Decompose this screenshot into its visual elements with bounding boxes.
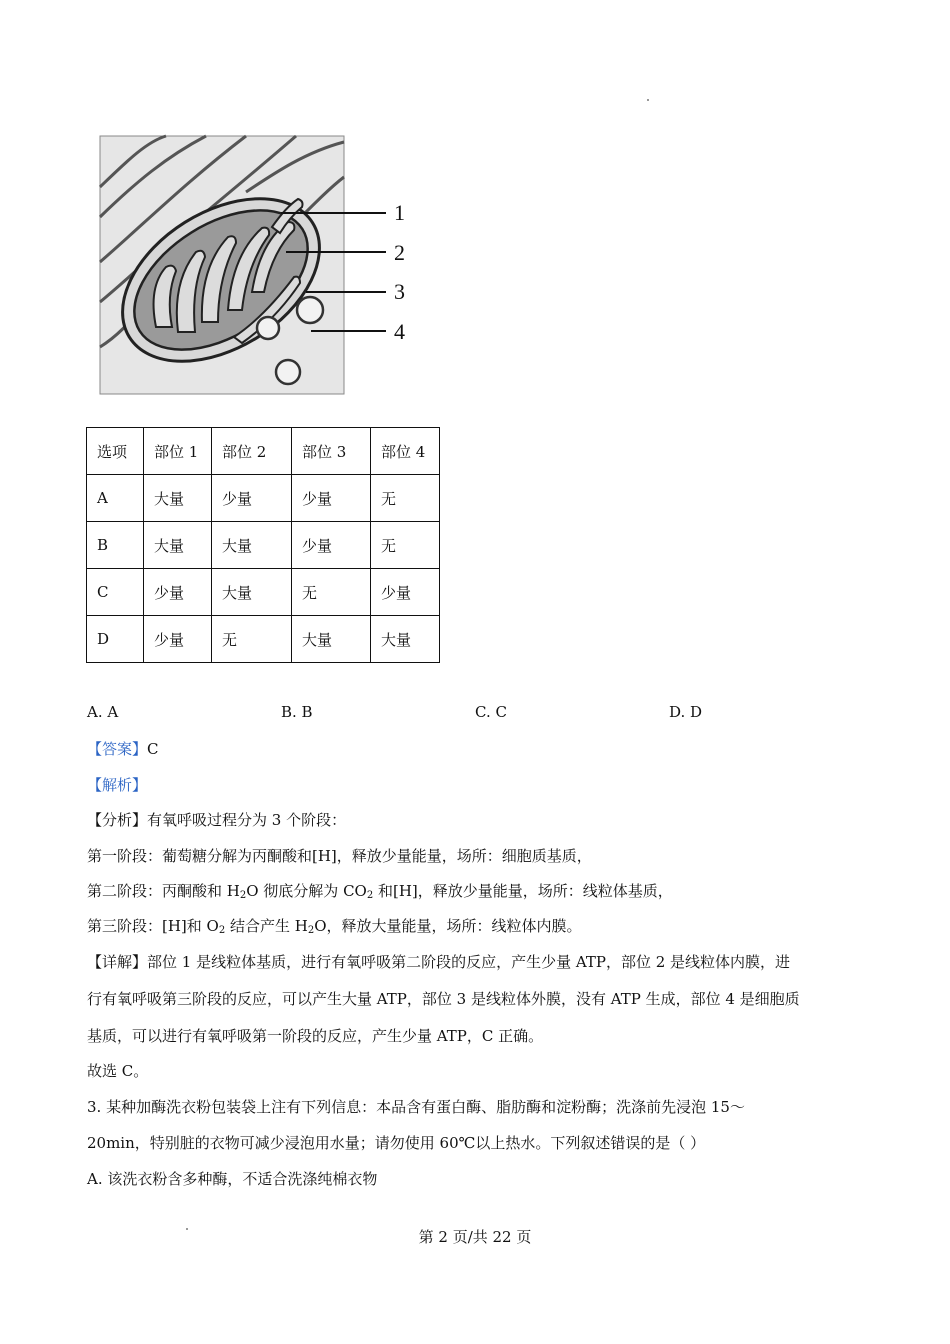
detail-text-1: 部位 1 是线粒体基质，进行有氧呼吸第二阶段的反应，产生少量 ATP，部位 2 是线粒体内膜，进 bbox=[147, 953, 791, 971]
table-header-row bbox=[87, 428, 440, 475]
figure-label-2: 2 bbox=[394, 240, 405, 265]
table-header-cell: 部位 1 bbox=[144, 428, 212, 475]
table-cell: 大量 bbox=[144, 475, 212, 522]
table-row bbox=[87, 475, 440, 522]
mitochondrion-figure bbox=[96, 132, 426, 400]
page-footer: 第 2 页/共 22 页 bbox=[418, 1228, 532, 1246]
question3-line-2: 20min，特别脏的衣物可减少浸泡用水量；请勿使用 60℃以上热水。下列叙述错误的是（ ） bbox=[87, 1134, 706, 1152]
table-cell: 无 bbox=[371, 522, 440, 569]
analysis-intro: 有氧呼吸过程分为 3 个阶段： bbox=[147, 811, 347, 829]
analysis-tag-inner: 【分析】 bbox=[87, 811, 148, 829]
stage2-text-b: O 彻底分解为 CO bbox=[246, 882, 367, 900]
stage2-line bbox=[87, 880, 673, 901]
table-row bbox=[87, 569, 440, 616]
choice-b: B. B bbox=[281, 703, 313, 721]
table-cell: C bbox=[87, 569, 144, 616]
table-cell: 少量 bbox=[371, 569, 440, 616]
figure-label-4: 4 bbox=[394, 319, 405, 344]
stage2-text-c: 和[H]，释放少量能量，场所：线粒体基质， bbox=[373, 882, 673, 900]
table-cell: 少量 bbox=[144, 569, 212, 616]
stage3-text-b: 结合产生 H bbox=[225, 917, 308, 935]
table-cell: 大量 bbox=[212, 569, 292, 616]
table-header-cell: 部位 4 bbox=[371, 428, 440, 475]
question3-line-1: 3. 某种加酶洗衣粉包装袋上注有下列信息：本品含有蛋白酶、脂肪酶和淀粉酶；洗涤前先浸泡 15～ bbox=[87, 1098, 745, 1116]
table-cell: 少量 bbox=[212, 475, 292, 522]
analysis-tag: 【解析】 bbox=[87, 776, 148, 794]
stage2-subscript-2: 2 bbox=[366, 890, 374, 901]
question3-option-a: A. 该洗衣粉含多种酶，不适合洗涤纯棉衣物 bbox=[87, 1170, 378, 1188]
table-header-cell: 选项 bbox=[87, 428, 144, 475]
table-row bbox=[87, 616, 440, 663]
stage3-text-c: O，释放大量能量，场所：线粒体内膜。 bbox=[314, 917, 582, 935]
table-cell: 大量 bbox=[212, 522, 292, 569]
detail-line-3: 基质，可以进行有氧呼吸第一阶段的反应，产生少量 ATP，C 正确。 bbox=[87, 1027, 544, 1045]
detail-line-2: 行有氧呼吸第三阶段的反应，可以产生大量 ATP，部位 3 是线粒体外膜，没有 ATP 生成，部位 4 是细胞质 bbox=[87, 990, 800, 1008]
choice-a: A. A bbox=[87, 703, 119, 721]
figure-label-3: 3 bbox=[394, 279, 405, 304]
choice-d: D. D bbox=[669, 703, 703, 721]
table-header-cell: 部位 3 bbox=[292, 428, 371, 475]
stage3-subscript-1: 2 bbox=[218, 925, 226, 936]
answer-line bbox=[87, 738, 159, 759]
table-cell: 无 bbox=[212, 616, 292, 663]
table-cell: 无 bbox=[292, 569, 371, 616]
scan-dot bbox=[647, 99, 649, 101]
stage2-text-a: 第二阶段：丙酮酸和 H bbox=[87, 882, 240, 900]
choice-c: C. C bbox=[475, 703, 507, 721]
mitochondrion-drawing bbox=[96, 132, 426, 400]
table-cell: B bbox=[87, 522, 144, 569]
stage3-text-a: 第三阶段：[H]和 O bbox=[87, 917, 219, 935]
options-table bbox=[86, 427, 440, 663]
answer-value: C bbox=[147, 740, 159, 758]
analysis-intro-line bbox=[87, 809, 346, 830]
table-cell: 少量 bbox=[144, 616, 212, 663]
table-cell: A bbox=[87, 475, 144, 522]
figure-label-1: 1 bbox=[394, 200, 405, 225]
table-cell: D bbox=[87, 616, 144, 663]
table-cell: 少量 bbox=[292, 475, 371, 522]
table-header-cell: 部位 2 bbox=[212, 428, 292, 475]
conclusion-line: 故选 C。 bbox=[87, 1062, 149, 1080]
table-cell: 无 bbox=[371, 475, 440, 522]
scan-dot bbox=[186, 1228, 188, 1230]
table-cell: 少量 bbox=[292, 522, 371, 569]
stage1-line: 第一阶段：葡萄糖分解为丙酮酸和[H]，释放少量能量，场所：细胞质基质， bbox=[87, 847, 592, 865]
table-cell: 大量 bbox=[292, 616, 371, 663]
stage3-subscript-2: 2 bbox=[307, 925, 315, 936]
detail-line-1 bbox=[87, 951, 790, 972]
detail-tag: 【详解】 bbox=[87, 953, 148, 971]
stage3-line bbox=[87, 915, 582, 936]
table-cell: 大量 bbox=[371, 616, 440, 663]
stage2-subscript-1: 2 bbox=[239, 890, 247, 901]
answer-tag: 【答案】 bbox=[87, 740, 148, 758]
table-row bbox=[87, 522, 440, 569]
table-cell: 大量 bbox=[144, 522, 212, 569]
